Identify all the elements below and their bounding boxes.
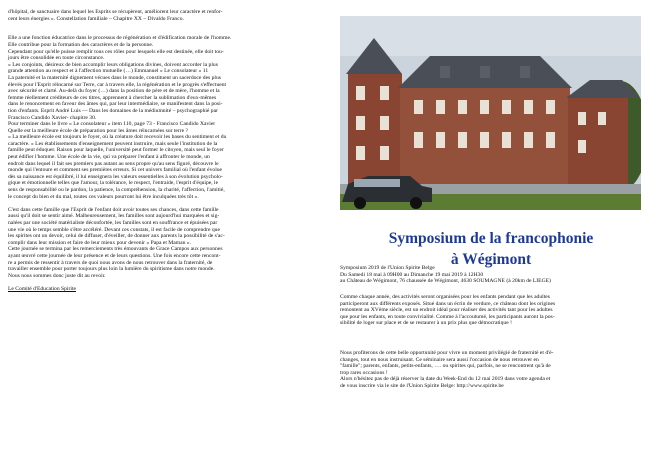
intro-lines xyxy=(8,9,322,22)
text-line: endroit dans lequel il fait ses premiers pas autant au sens propre qu'au sens figuré, découvre le xyxy=(8,160,219,167)
text-line: Cette journée se termina par les remerciements très émouvants de Grace Campos aux personnes xyxy=(8,246,223,253)
text-line: participeront aux différents exposés. Situé dans un écrin de verdure, ce château dont les origines xyxy=(340,300,556,307)
text-line: La paternité et la maternité dignement vécues dans le monde, constituent un sacerdoce des plus xyxy=(8,74,221,81)
text-line: cent leurs énergies ». Constellation familiale – Chapitre XX – Divaldo Franco. xyxy=(8,15,184,22)
text-line: "famille"; parents, enfants, petits-enfants, …. ou spirites qui, parfois, ne se rencontrent qu'à de xyxy=(340,363,551,370)
text-line: le concept du bien et du mal, toutes ces valeurs pourront lui être inculquées très tôt ». xyxy=(8,193,199,200)
text-line: les spirites ont un devoir, celui de diffuser, d'éveiller, de donner aux parents la possibilité de s'ac- xyxy=(8,233,225,240)
text-line: monde qui l'entoure et comment ses premières erreurs. Si cet univers familial où l'enfant évolue xyxy=(8,167,223,174)
paragraph-family-role xyxy=(8,35,322,121)
event-title-line1: Symposium de la francophonie xyxy=(388,230,594,247)
text-line: aussi qu'il doit se sentir aimé. Malheureusement, les familles sont aujourd'hui marquées et sig- xyxy=(8,213,220,220)
text-line: re a permis de ressentir à travers de quoi nous avons de nous retrouver dans la fraternité, de xyxy=(8,259,213,266)
text-line: d'hôpital, de sanctuaire dans lequel les Esprits se récupèrent, améliorent leur caractère et renfor- xyxy=(8,9,223,15)
text-line: Nous profiterons de cette belle opportunité pour vivre un moment privilégié de fraternité et d'é- xyxy=(340,350,554,356)
text-line: famille peut éduquer. Raison pour laquelle, l'université peut former le citoyen, mais seul le foyer xyxy=(8,147,224,154)
text-line: peut édifier l'homme. Une école de la vie, qui va préparer l'enfant à affronter le monde, un xyxy=(8,154,210,161)
text-line: Francisco Candido Xavier- chapitre 30. xyxy=(8,114,97,121)
text-line: Nous nous sommes donc juste dit au revoir. xyxy=(8,272,106,279)
text-line: trop rares occasions ! xyxy=(340,369,388,376)
event-info-line: Du Samedi 18 mai à 09H00 au Dimanche 19 mai 2019 à 12H30 xyxy=(340,271,484,278)
paragraph-conclusion xyxy=(8,207,322,280)
text-line: remontent au XVème siècle, est un endroit idéal pour réaliser des activités tant pour les adultes xyxy=(340,307,553,314)
text-line: jours être consolidée en toute circonstance. xyxy=(8,55,105,62)
text-line: « La meilleure école est toujours le foyer, où la créature doit recevoir les bases du sentiment et du xyxy=(8,134,227,141)
text-line: gique et émotionnelle telles que l'amour, la tolérance, le respect, l'entraide, l'esprit d'équipe, le xyxy=(8,180,219,187)
text-line: complir dans leur mission et faire de leur mieux pour devenir « Papa et Maman ». xyxy=(8,239,191,246)
paragraph-consolateur xyxy=(8,121,322,200)
text-line: Pour terminer dans le livre « Le consolateur » item 110, page 73 - Francisco Candido Xavier xyxy=(8,121,216,128)
left-column xyxy=(8,9,322,293)
text-line: sens de responsabilité ou le pardon, la patience, la compréhension, la charité, l'affection, l'amitié, xyxy=(8,187,225,194)
text-line: avec sécurité et clarté. Au-delà du foyer (…) dans la position de père et de mère, l'homme et la xyxy=(8,88,220,95)
text-line: changes, tout en nous instruisant. Ce séminaire sera aussi l'occasion de nous retrouver en xyxy=(340,356,539,363)
text-line: « Les conjoints, désireux de bien accomplir leurs obligations divines, doivent accorder la plus xyxy=(8,61,218,68)
text-line: dès sa naissance est équilibré, il lui enseignera les valeurs essentielles à son évolution psycholo- xyxy=(8,173,223,180)
text-line: nalées par une société matérialiste déconfortée, les familles sont en souffrance et épuisées par xyxy=(8,220,218,226)
text-line: dans le renoncement en faveur des âmes qui, par leur intermédiaire, se manifestent dans la posi- xyxy=(8,101,223,108)
text-line: de vous inscrire via le site de l'Union Spirite Belge: http://www.spirite.be xyxy=(340,382,504,389)
text-line: que pour les enfants, en toute convivialité. Comme à l'accoutumé, les participants auront la pos- xyxy=(340,313,555,320)
event-body-activities xyxy=(340,294,642,327)
chateau-photo xyxy=(340,16,641,210)
text-line: une vie où le temps semble s'être accéléré. Devant ces constats, il est facile de comprendre que xyxy=(8,226,220,233)
text-line: femme réellement créditeurs de ces titres, apprennent à chercher la sublimation d'eux-mêmes xyxy=(8,94,217,101)
text-line: tion d'enfants. Esprit André Luis — Dans les domaines de la médiumnité – psychographié par xyxy=(8,107,218,114)
event-title-line2: à Wégimont xyxy=(450,251,532,268)
text-line: élevés pour l'Esprit réincarné sur Terre, car à travers elle, la régénération et le progrès s'effectuent xyxy=(8,81,227,88)
event-info xyxy=(340,265,642,285)
text-line: Comme chaque année, des activités seront organisées pour les enfants pendant que les adultes xyxy=(340,294,550,300)
text-line: C'est dans cette famille que l'Esprit de l'enfant doit avoir toutes ses chances, dans cette famille xyxy=(8,206,219,213)
text-line: Elle a une fonction éducatrice dans le processus de régénération et d'édification morale de l'homme. xyxy=(8,35,232,42)
text-line: ayant œuvré cette journée de leur présence et de leurs questions. Une fois encore cette rencont- xyxy=(8,252,221,259)
signature: Le Comité d'Education Spirite xyxy=(8,285,76,292)
text-line: travailler ensemble pour porter toujours plus loin la lumière du spiritisme dans notre monde. xyxy=(8,266,215,273)
text-line: Alors n'hésitez pas de déjà réserver la date du Week-End du 12 mai 2019 dans votre agenda et xyxy=(340,376,551,383)
event-title xyxy=(340,228,642,270)
text-line: Elle contribue pour la formation des caractères et de la personne. xyxy=(8,41,154,48)
text-line: Cependant pour qu'elle puisse remplir tous ces rôles pour lesquels elle est destinée, elle doit tou- xyxy=(8,48,224,55)
event-info-line: Symposium 2019 de l'Union Spirite Belge xyxy=(340,265,435,271)
event-info-line: au Château de Wégimont, 76 chaussée de Wégimont, 4630 SOUMAGNE (à 20km de LIEGE) xyxy=(340,278,551,285)
text-line: grande attention au respect et à l'affection mutuelle (…) Emmanuel « Le consolateur » 11 xyxy=(8,68,209,75)
event-body-fraternity xyxy=(340,350,642,390)
text-line: Quelle est la meilleure école de préparation pour les âmes réincarnées sur terre ? xyxy=(8,127,188,134)
chateau-photo-icon xyxy=(340,16,641,210)
text-line: sibilité de loger sur place et de se restaurer à un prix plus que démocratique ! xyxy=(340,320,512,327)
text-line: caractère. » Les établissements d'enseignement peuvent instruire, mais seule l'institution de la xyxy=(8,140,218,147)
